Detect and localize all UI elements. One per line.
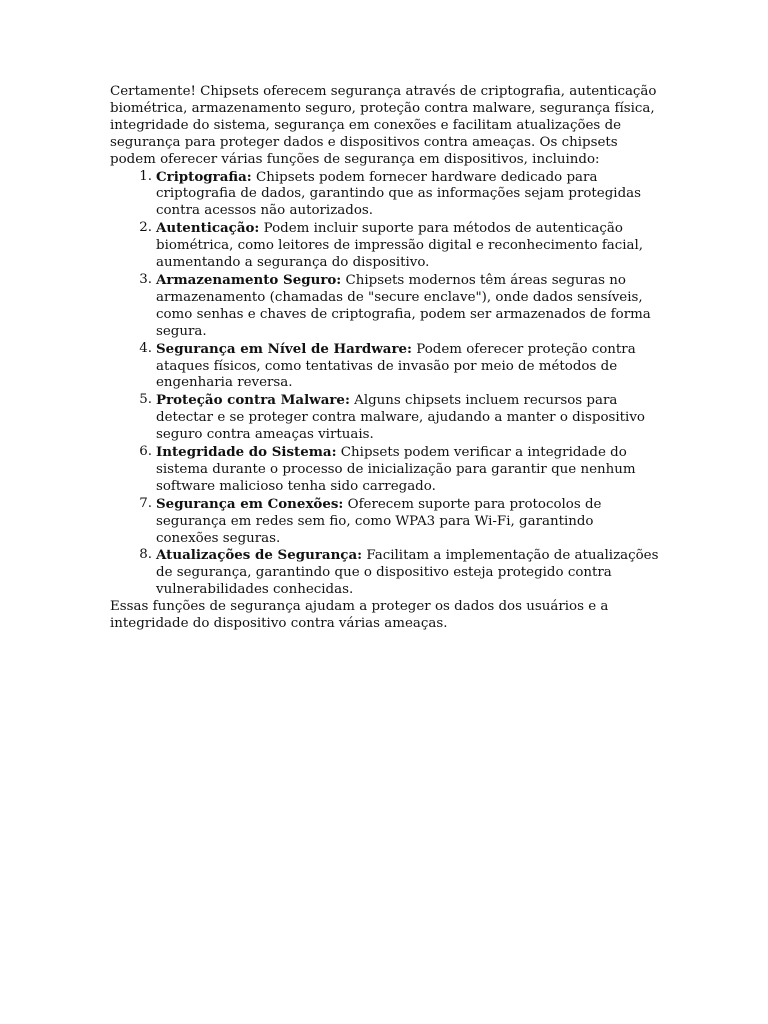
document-body — [110, 84, 660, 633]
list-item — [139, 220, 660, 272]
list-item — [139, 495, 660, 548]
item-term: Criptografia: — [156, 168, 252, 185]
item-term: Segurança em Conexões: — [156, 495, 344, 512]
list-item — [139, 168, 660, 221]
item-text: Chipsets podem verificar a integridade do sistema durante o processo de inicialização para garantir que nenhum software malicioso tenha sido carregado. — [156, 445, 636, 494]
item-number: 3. — [139, 271, 152, 287]
list-item — [139, 340, 660, 393]
list-item — [139, 444, 660, 496]
item-text: Podem incluir suporte para métodos de autenticação biométrica, como leitores de impressão digital e reconhecimento facial, aumentando a segurança do dispositivo. — [156, 221, 644, 271]
item-term: Proteção contra Malware: — [156, 392, 350, 409]
item-term: Autenticação: — [156, 220, 260, 237]
item-number: 2. — [139, 220, 152, 236]
conclusion-paragraph: Essas funções de segurança ajudam a proteger os dados dos usuários e a integridade do dispositivo contra várias ameaças. — [110, 599, 609, 632]
item-text: Facilitam a implementação de atualizações de segurança, garantindo que o dispositivo esteja protegido contra vulnerabilidades conhecidas. — [156, 548, 659, 598]
list-item — [139, 271, 660, 341]
item-text: Chipsets modernos têm áreas seguras no armazenamento (chamadas de "secure enclave"), onde dados sensíveis, como senhas e chaves de criptografia, podem ser armazenados de forma segura. — [156, 272, 651, 339]
item-term: Atualizações de Segurança: — [156, 547, 363, 564]
list-item — [139, 547, 660, 599]
item-number: 8. — [139, 547, 152, 563]
item-term: Integridade do Sistema: — [156, 444, 337, 461]
intro-paragraph: Certamente! Chipsets oferecem segurança através de criptografia, autenticação biométrica, armazenamento seguro, proteção contra malware, segurança física, integridade do sistema, segurança em conexões e facilitam atualizações de segurança para proteger dados e dispositivos contra ameaças. Os chipsets podem oferecer várias funções de segurança em dispositivos, incluindo: — [110, 84, 657, 167]
item-number: 5. — [139, 392, 152, 408]
item-text: Alguns chipsets incluem recursos para detectar e se proteger contra malware, ajudando a manter o dispositivo seguro contra ameaças virtuais. — [156, 393, 645, 443]
item-number: 6. — [139, 444, 152, 460]
item-term: Armazenamento Seguro: — [156, 271, 342, 288]
item-text: Chipsets podem fornecer hardware dedicado para criptografia de dados, garantindo que as informações sejam protegidas contra acessos não autorizados. — [156, 169, 642, 219]
item-number: 1. — [139, 168, 152, 184]
item-term: Segurança em Nível de Hardware: — [156, 340, 412, 357]
list-item — [139, 392, 660, 444]
item-text: Podem oferecer proteção contra ataques físicos, como tentativas de invasão por meio de métodos de engenharia reversa. — [156, 341, 636, 391]
item-number: 7. — [139, 495, 152, 511]
security-functions-list — [110, 169, 660, 600]
item-number: 4. — [139, 340, 152, 356]
item-text: Oferecem suporte para protocolos de segurança em redes sem fio, como WPA3 para Wi-Fi, garantindo conexões seguras. — [156, 496, 602, 546]
